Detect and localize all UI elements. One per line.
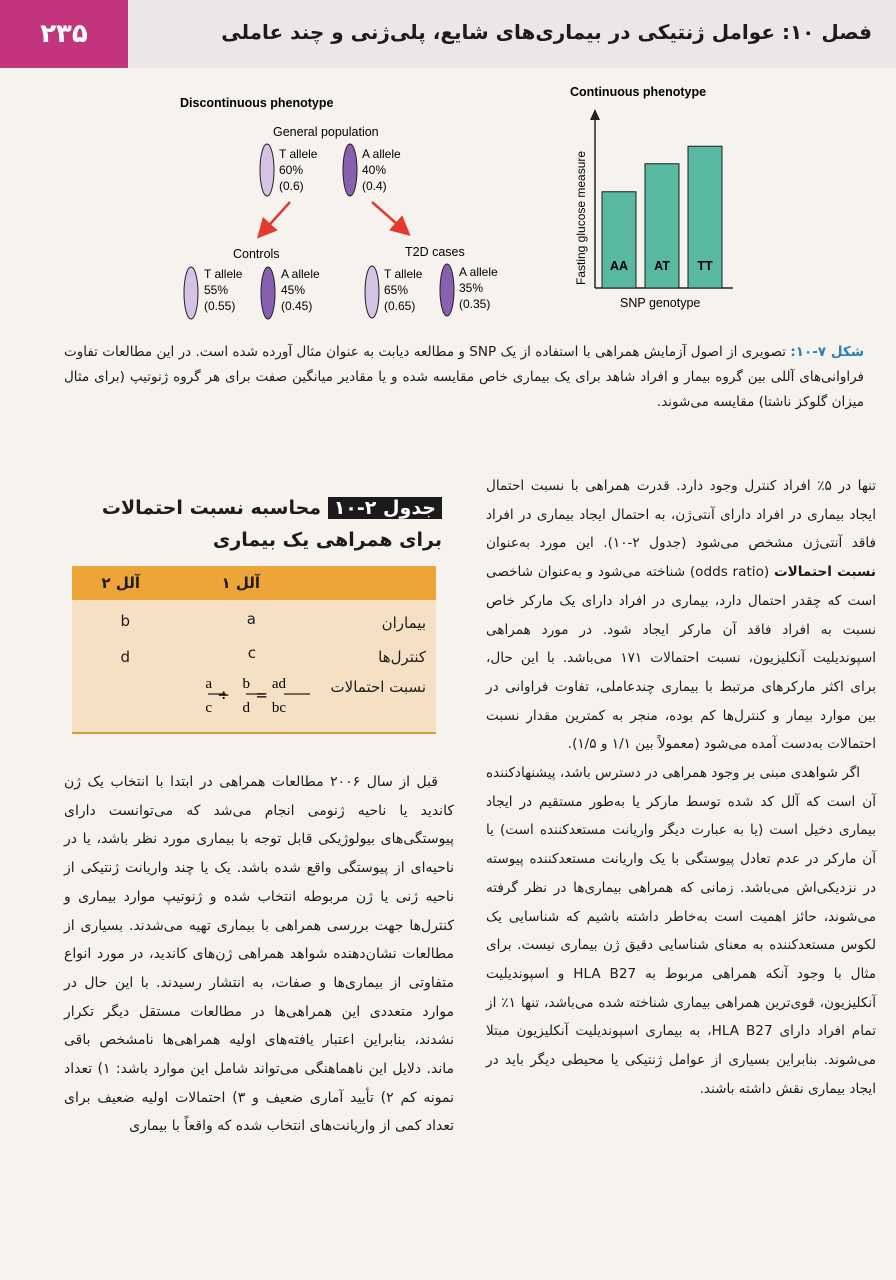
general-a-allele-percent: 40% bbox=[362, 163, 387, 177]
formula-equals-sign: = bbox=[255, 686, 268, 704]
controls-t-allele-label: T allele bbox=[204, 267, 243, 281]
general-t-allele-oval bbox=[260, 144, 274, 196]
cases-t-allele-oval bbox=[365, 266, 379, 318]
cases-t-allele-fraction: (0.65) bbox=[384, 299, 416, 313]
table-number: جدول ۲-۱۰ bbox=[328, 497, 442, 519]
chart-bar-label-aa: AA bbox=[609, 259, 629, 273]
chart-bar-label-at: AT bbox=[654, 259, 670, 273]
formula-numerator-3: ad bbox=[271, 676, 286, 692]
table-row-patients-allele-1: a bbox=[246, 610, 256, 628]
controls-a-allele-label: A allele bbox=[281, 267, 320, 281]
chart-xlabel: SNP genotype bbox=[620, 296, 701, 310]
table-row-patients-label: بیماران bbox=[381, 614, 426, 632]
odds-ratio-term: نسبت احتمالات bbox=[773, 564, 876, 581]
chapter-title: فصل ۱۰: عوامل ژنتیکی در بیماری‌های شایع، پلی‌ژنی و چند عاملی bbox=[221, 20, 872, 44]
general-a-allele-oval bbox=[343, 144, 357, 196]
controls-t-allele-fraction: (0.55) bbox=[204, 299, 236, 313]
cases-label: T2D cases bbox=[405, 245, 465, 259]
left-column-text bbox=[64, 768, 454, 1141]
right-column-text bbox=[486, 472, 876, 1103]
table-row-odds-ratio-label: نسبت احتمالات bbox=[330, 678, 426, 696]
chart-ylabel: Fasting glucose measure bbox=[574, 150, 588, 285]
general-population-label: General population bbox=[273, 125, 379, 139]
formula-divide-sign: ÷ bbox=[217, 686, 230, 704]
table-header-row bbox=[72, 566, 436, 600]
continuous-title: Continuous phenotype bbox=[570, 85, 707, 99]
general-a-allele-label: A allele bbox=[362, 147, 401, 161]
left-paragraph: قبل از سال ۲۰۰۶ مطالعات همراهی در ابتدا با انتخاب یک ژن کاندید یا ناحیه ژنومی انجام می‌شد که می‌توانست دارای پیوستگی‌های بیولوژیکی قابل توجه با بیماری مورد نظر باشد، یا در ناحیه‌ای از پیوستگی واقع شده باشد. یک یا چند واریانت ژنتیکی از ناحیه ژنی یا ژن مربوطه انتخاب شده و ژنوتیپ موارد بیماری و کنترل‌ها جهت بررسی همراهی با بیماری تهیه می‌شدند. بسیاری از مطالعات نشان‌دهنده شواهد همراهی ژن‌های کاندید، در مورد انواع متفاوتی از بیماری‌ها و صفات، به انتشار رسیدند. با این حال در موارد متعددی این همراهی‌ها در مطالعات مستقل دیگر تکرار نشدند، بنابراین اعتبار یافته‌های اولیه همراهی‌ها نامشخص باقی ماند. دلایل این ناهماهنگی می‌تواند شامل این موارد باشد: ۱) تعداد نمونه کم ۲) تأیید آماری ضعیف و ۳) احتمالات اولیه ضعیف برای تعداد کمی از واریانت‌های انتخاب شده که واقعاً با بیماری bbox=[64, 774, 454, 1135]
cases-a-allele-fraction: (0.35) bbox=[459, 297, 491, 311]
controls-t-allele-percent: 55% bbox=[204, 283, 229, 297]
right-paragraph-1-end: (odds ratio) شناخته می‌شود و به‌عنوان شاخصی است که چقدر احتمال دارد، بیماری در افراد دارای یک مارکر خاص نسبت به افراد فاقد آن مارکر ایجاد شود. در مورد همراهی اسپوندیلیت آنکلیزیون، نسبت احتمالات ۱۷۱ می‌باشد. با این حال، برای اکثر مارکرهای مرتبط با بیماری چندعاملی، تفاوت فراوانی در بین موارد بیمار و کنترل‌ها کم بوده، منجر به کمترین مقدار نسبت احتمالات به‌دست آمده می‌شود (معمولاً بین ۱/۱ و ۱/۵). bbox=[486, 564, 876, 753]
table-row-patients-allele-2: b bbox=[120, 612, 130, 630]
controls-a-allele-fraction: (0.45) bbox=[281, 299, 313, 313]
table-title bbox=[72, 492, 442, 556]
general-t-allele-fraction: (0.6) bbox=[279, 179, 304, 193]
general-a-allele-fraction: (0.4) bbox=[362, 179, 387, 193]
formula-denominator-2: d bbox=[242, 700, 250, 716]
table-header-allele-2: آلل ۲ bbox=[101, 574, 140, 592]
general-t-allele-percent: 60% bbox=[279, 163, 304, 177]
discontinuous-title: Discontinuous phenotype bbox=[180, 96, 334, 110]
chart-bar-label-tt: TT bbox=[697, 259, 713, 273]
cases-a-allele-label: A allele bbox=[459, 265, 498, 279]
formula-numerator-1: a bbox=[205, 676, 212, 692]
table-header-allele-1: آلل ۱ bbox=[221, 574, 260, 592]
general-t-allele-label: T allele bbox=[279, 147, 318, 161]
right-paragraph-1 bbox=[486, 472, 876, 759]
table-row-controls-allele-1: c bbox=[247, 644, 256, 662]
arrow-to-controls bbox=[262, 202, 290, 233]
odds-ratio-formula bbox=[198, 670, 398, 720]
controls-t-allele-oval bbox=[184, 267, 198, 319]
controls-label: Controls bbox=[233, 247, 280, 261]
formula-denominator-3: bc bbox=[271, 700, 286, 716]
figure-number: شکل ۷-۱۰: bbox=[790, 344, 864, 360]
arrow-to-cases bbox=[372, 202, 405, 231]
table-title-text: محاسبه نسبت احتمالات برای همراهی یک بیماری bbox=[101, 497, 442, 551]
cases-t-allele-label: T allele bbox=[384, 267, 423, 281]
right-paragraph-2: اگر شواهدی مبنی بر وجود همراهی در دسترس باشد، پیشنهادکننده آن است که آلل کد شده توسط مارکر یا به‌طور مستقیم در ایجاد بیماری دخیل است (یا به عبارت دیگر واریانت مستعدکننده است) یا آن مارکر در عدم تعادل پیوستگی با یک واریانت مستعدکننده پیوسته در نزدیکی‌اش می‌باشد. زمانی که همراهی بیماری‌ها در نظر گرفته می‌شوند، حائز اهمیت است به‌خاطر داشته باشیم که شناسایی یک لکوس مستعدکننده به معنای شناسایی دقیق ژن بیماری نیست. برای مثال با وجود آنکه همراهی مربوط به HLA B27 و اسپوندیلیت آنکلیزیون، قوی‌ترین همراهی بیماری شناخته شده می‌باشد، تنها ۱٪ از تمام افراد دارای HLA B27، به بیماری اسپوندیلیت آنکلیزیون مبتلا می‌شوند. بنابراین بسیاری از عوامل ژنتیکی یا محیطی دیگر باید در ایجاد بیماری نقش داشته باشند. bbox=[486, 765, 876, 1097]
table-row-controls-allele-2: d bbox=[120, 648, 130, 666]
table-row-controls-label: کنترل‌ها bbox=[378, 648, 426, 666]
formula-denominator-1: c bbox=[205, 700, 212, 716]
figure-caption-text: تصویری از اصول آزمایش همراهی با استفاده از یک SNP و مطالعه دیابت به عنوان مثال آورده شده است. در این مطالعات تفاوت فراوانی‌های آللی بین گروه بیمار و افراد شاهد برای یک بیماری خاص مقایسه شده و یا مقادیر میانگین صفت برای هر گروه ژنوتیپ (برای مثال میزان گلوکز ناشتا) مقایسه می‌شوند. bbox=[64, 344, 864, 410]
odds-ratio-table bbox=[72, 566, 436, 734]
formula-numerator-2: b bbox=[242, 676, 250, 692]
chart-bar-aa bbox=[602, 192, 636, 288]
controls-a-allele-oval bbox=[261, 267, 275, 319]
chart-y-axis-arrow bbox=[590, 109, 600, 120]
cases-a-allele-oval bbox=[440, 264, 454, 316]
page-number: ۲۳۵ bbox=[0, 0, 128, 68]
figure-caption bbox=[64, 340, 864, 415]
figure-association-test bbox=[150, 80, 750, 330]
controls-a-allele-percent: 45% bbox=[281, 283, 306, 297]
right-paragraph-1-start: تنها در ۵٪ افراد کنترل وجود دارد. قدرت همراهی با نسبت احتمال ایجاد بیماری در افراد دارای آنتی‌ژن، به احتمال ایجاد بیماری در افراد فاقد آنتی‌ژن مشخص می‌شود (جدول ۲-۱۰). این مورد به‌عنوان bbox=[486, 478, 876, 552]
cases-t-allele-percent: 65% bbox=[384, 283, 409, 297]
cases-a-allele-percent: 35% bbox=[459, 281, 484, 295]
